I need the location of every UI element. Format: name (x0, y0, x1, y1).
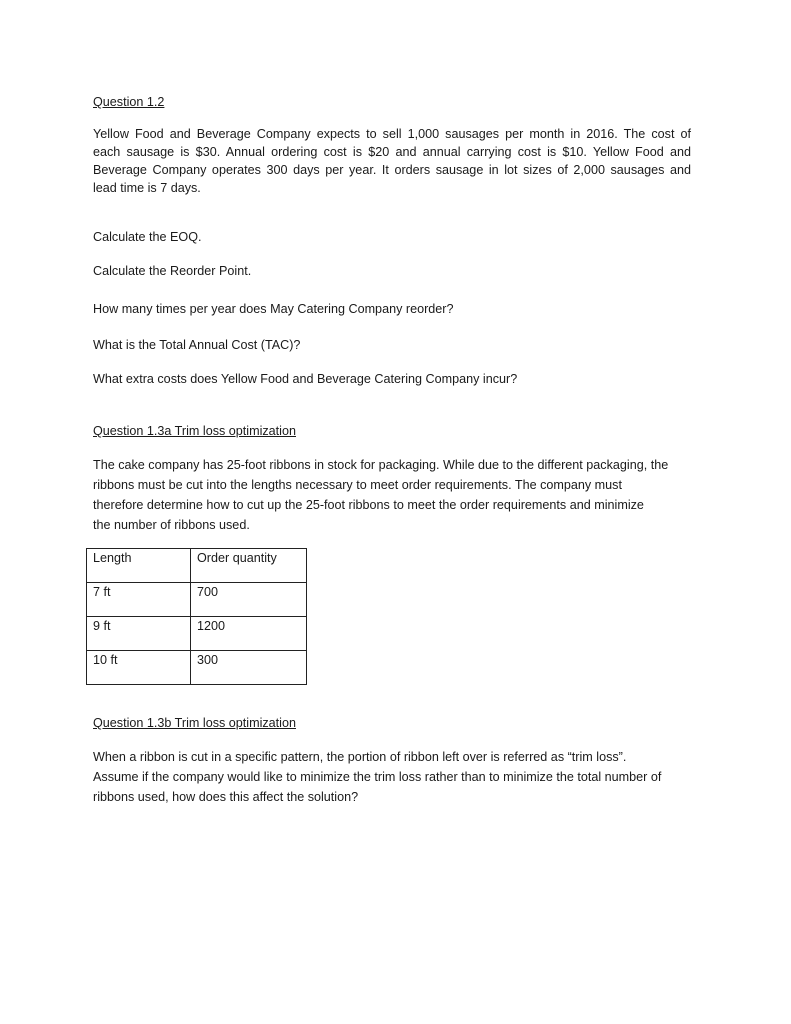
question-1-3b-heading: Question 1.3b Trim loss optimization (93, 716, 296, 730)
question-1-2-heading: Question 1.2 (93, 95, 165, 109)
cell-length: 7 ft (87, 583, 191, 617)
task-extra-costs: What extra costs does Yellow Food and Beverage Catering Company incur? (93, 372, 518, 386)
paragraph-line: each sausage is $30. Annual ordering cost is $20 and annual carrying cost is $10. Yellow Food and (93, 145, 691, 159)
cell-length: 10 ft (87, 651, 191, 685)
order-table (86, 548, 307, 685)
paragraph-line: Beverage Company operates 300 days per year. It orders sausage in lot sizes of 2,000 sausages and (93, 163, 691, 177)
table-header-row (87, 549, 307, 583)
paragraph-line: lead time is 7 days. (93, 181, 201, 195)
paragraph-line: therefore determine how to cut up the 25-foot ribbons to meet the order requirements and minimize (93, 498, 644, 512)
header-order-quantity: Order quantity (191, 549, 307, 583)
cell-quantity: 300 (191, 651, 307, 685)
task-eoq: Calculate the EOQ. (93, 230, 202, 244)
task-reorder-point: Calculate the Reorder Point. (93, 264, 252, 278)
header-length: Length (87, 549, 191, 583)
question-1-3a-paragraph (93, 455, 668, 535)
table-row (87, 583, 307, 617)
cell-quantity: 1200 (191, 617, 307, 651)
paragraph-line: When a ribbon is cut in a specific pattern, the portion of ribbon left over is referred as “trim loss”. (93, 750, 627, 764)
paragraph-line: the number of ribbons used. (93, 518, 250, 532)
task-tac: What is the Total Annual Cost (TAC)? (93, 338, 301, 352)
task-reorder-frequency: How many times per year does May Catering Company reorder? (93, 302, 454, 316)
cell-quantity: 700 (191, 583, 307, 617)
table-row (87, 651, 307, 685)
paragraph-line: Assume if the company would like to minimize the trim loss rather than to minimize the total number of (93, 770, 662, 784)
question-1-2-paragraph (93, 125, 691, 197)
paragraph-line: Yellow Food and Beverage Company expects to sell 1,000 sausages per month in 2016. The cost of (93, 127, 691, 141)
table-row (87, 617, 307, 651)
paragraph-line: ribbons used, how does this affect the solution? (93, 790, 359, 804)
question-1-3a-heading: Question 1.3a Trim loss optimization (93, 424, 296, 438)
question-1-3b-paragraph (93, 747, 661, 807)
cell-length: 9 ft (87, 617, 191, 651)
paragraph-line: ribbons must be cut into the lengths necessary to meet order requirements. The company must (93, 478, 622, 492)
paragraph-line: The cake company has 25-foot ribbons in stock for packaging. While due to the different packaging, the (93, 458, 669, 472)
